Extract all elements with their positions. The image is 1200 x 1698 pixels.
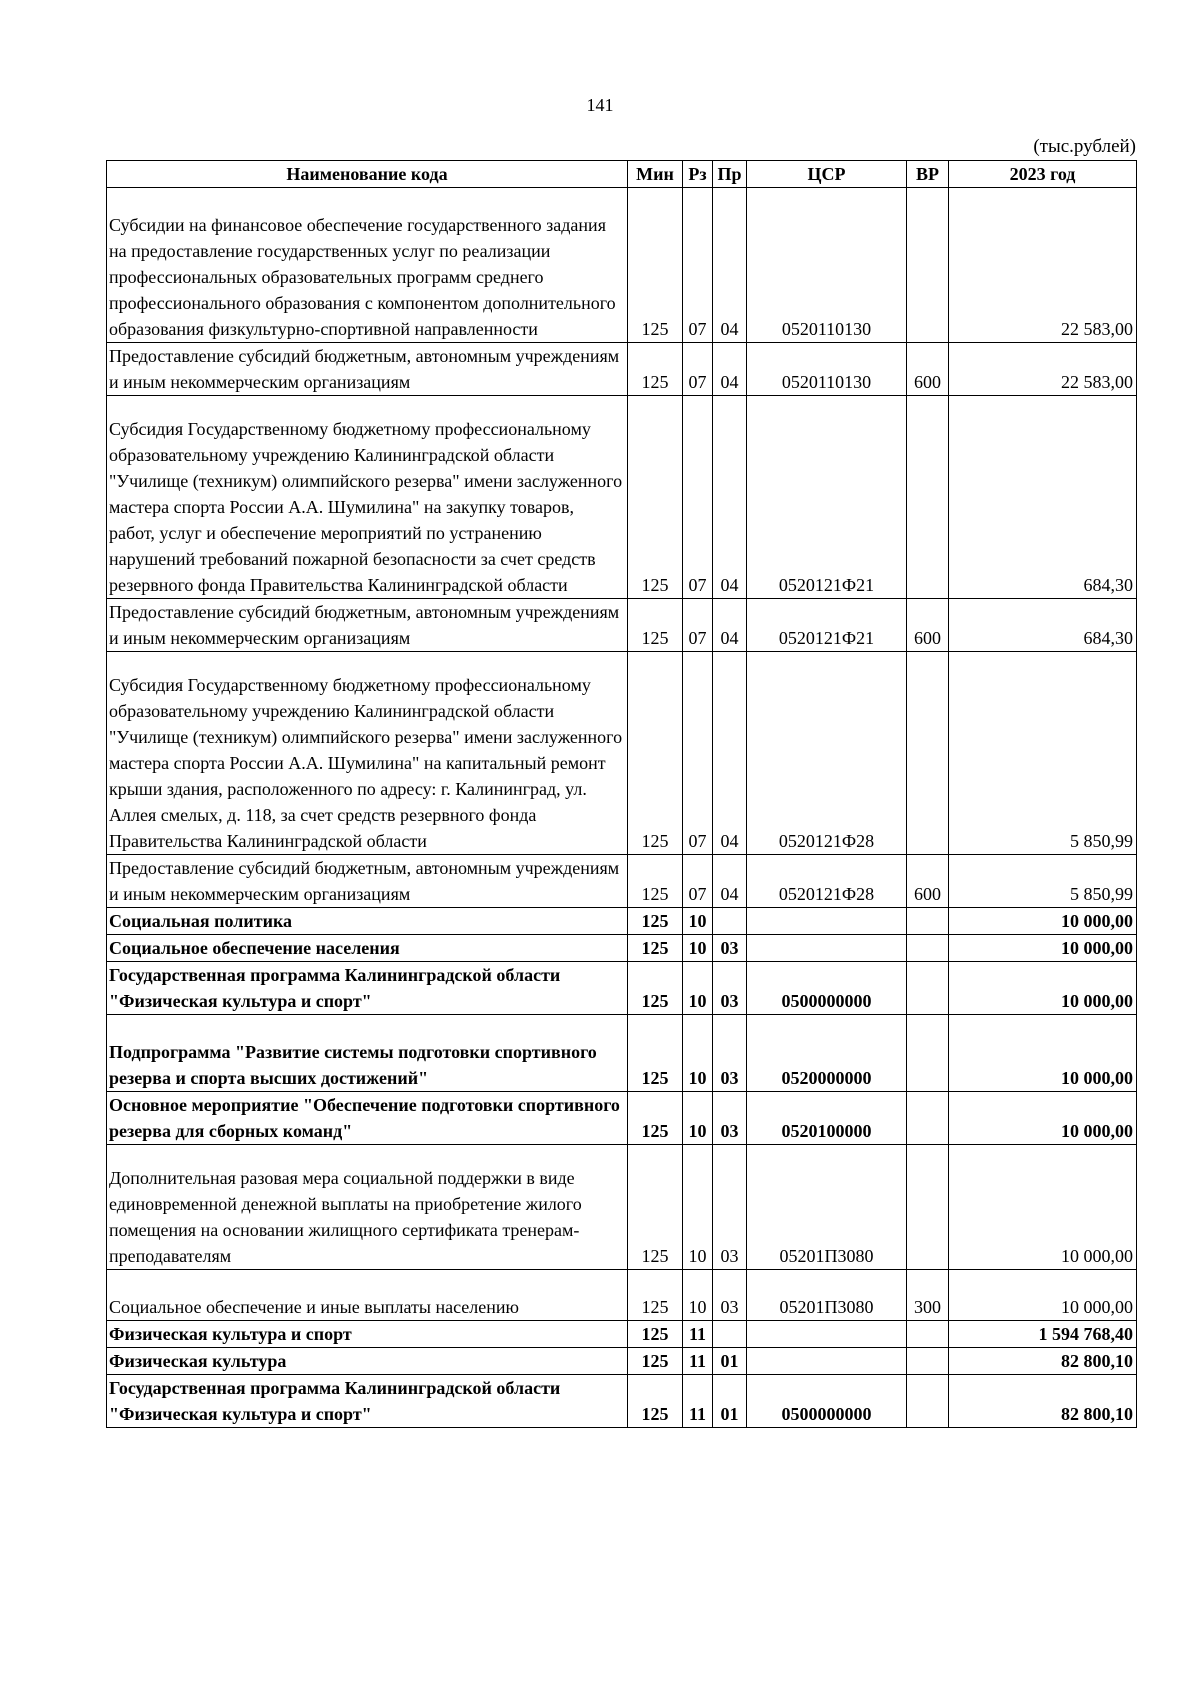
row-pr: 04: [713, 652, 747, 855]
table-row: [107, 1270, 1137, 1321]
row-csr: 0520121Ф28: [747, 855, 907, 908]
row-pr: 04: [713, 396, 747, 599]
row-pr: [713, 1321, 747, 1348]
row-min: 125: [628, 652, 683, 855]
row-name: Социальная политика: [107, 908, 628, 935]
row-min: 125: [628, 343, 683, 396]
column-header-year: 2023 год: [949, 161, 1137, 188]
row-csr: 0520110130: [747, 343, 907, 396]
column-header-csr: ЦСР: [747, 161, 907, 188]
row-rz: 10: [683, 908, 713, 935]
row-csr: 0500000000: [747, 1375, 907, 1428]
row-amount: 5 850,99: [949, 855, 1137, 908]
row-name: Субсидии на финансовое обеспечение государственного задания на предоставление государственных услуг по реализации профессиональных образовательных программ среднего профессионального образования с компонентом дополнительного образования физкультурно-спортивной направленности: [107, 188, 628, 343]
table-row: [107, 1321, 1137, 1348]
row-min: 125: [628, 1348, 683, 1375]
row-amount: 684,30: [949, 396, 1137, 599]
row-name: Предоставление субсидий бюджетным, автономным учреждениям и иным некоммерческим организациям: [107, 599, 628, 652]
row-rz: 10: [683, 935, 713, 962]
row-vr: [907, 652, 949, 855]
budget-table: [106, 160, 1137, 1428]
row-rz: 11: [683, 1348, 713, 1375]
row-csr: [747, 908, 907, 935]
column-header-name: Наименование кода: [107, 161, 628, 188]
row-name: Субсидия Государственному бюджетному профессиональному образовательному учреждению Калининградской области "Училище (техникум) олимпийского резерва" имени заслуженного мастера спорта России А.А. Шумилина" на закупку товаров, работ, услуг и обеспечение мероприятий по устранению нарушений требований пожарной безопасности за счет средств резервного фонда Правительства Калининградской области: [107, 396, 628, 599]
row-rz: 10: [683, 1270, 713, 1321]
table-row: [107, 1015, 1137, 1092]
row-amount: 10 000,00: [949, 1145, 1137, 1270]
row-rz: 07: [683, 188, 713, 343]
row-csr: [747, 1348, 907, 1375]
row-pr: 01: [713, 1348, 747, 1375]
row-pr: [713, 908, 747, 935]
row-vr: [907, 1015, 949, 1092]
table-row: [107, 188, 1137, 343]
column-header-vr: ВР: [907, 161, 949, 188]
row-vr: 600: [907, 855, 949, 908]
row-amount: 82 800,10: [949, 1375, 1137, 1428]
row-vr: [907, 1145, 949, 1270]
row-pr: 03: [713, 935, 747, 962]
table-row: [107, 1145, 1137, 1270]
row-pr: 01: [713, 1375, 747, 1428]
row-pr: 03: [713, 1092, 747, 1145]
row-amount: 22 583,00: [949, 343, 1137, 396]
row-vr: [907, 1092, 949, 1145]
row-csr: 0520121Ф21: [747, 599, 907, 652]
row-rz: 07: [683, 599, 713, 652]
row-csr: 0520000000: [747, 1015, 907, 1092]
row-rz: 10: [683, 1015, 713, 1092]
table-row: [107, 396, 1137, 599]
table-row: [107, 908, 1137, 935]
row-vr: 600: [907, 343, 949, 396]
row-rz: 07: [683, 343, 713, 396]
row-rz: 10: [683, 1092, 713, 1145]
row-rz: 11: [683, 1375, 713, 1428]
row-min: 125: [628, 1375, 683, 1428]
page-number: 141: [586, 95, 614, 115]
row-amount: 82 800,10: [949, 1348, 1137, 1375]
row-min: 125: [628, 396, 683, 599]
row-min: 125: [628, 599, 683, 652]
row-vr: [907, 1348, 949, 1375]
row-vr: [907, 1375, 949, 1428]
table-row: [107, 652, 1137, 855]
units-label: (тыс.рублей): [1033, 136, 1136, 157]
row-name: Субсидия Государственному бюджетному профессиональному образовательному учреждению Калининградской области "Училище (техникум) олимпийского резерва" имени заслуженного мастера спорта России А.А. Шумилина" на капитальный ремонт крыши здания, расположенного по адресу: г. Калининград, ул. Аллея смелых, д. 118, за счет средств резервного фонда Правительства Калининградской области: [107, 652, 628, 855]
row-name: Физическая культура и спорт: [107, 1321, 628, 1348]
row-amount: 22 583,00: [949, 188, 1137, 343]
row-min: 125: [628, 935, 683, 962]
row-pr: 03: [713, 1145, 747, 1270]
row-amount: 10 000,00: [949, 1092, 1137, 1145]
table-row: [107, 1375, 1137, 1428]
row-min: 125: [628, 1015, 683, 1092]
row-name: Государственная программа Калининградской области "Физическая культура и спорт": [107, 962, 628, 1015]
row-csr: 0500000000: [747, 962, 907, 1015]
row-name: Государственная программа Калининградской области "Физическая культура и спорт": [107, 1375, 628, 1428]
table-row: [107, 855, 1137, 908]
row-name: Дополнительная разовая мера социальной поддержки в виде единовременной денежной выплаты на приобретение жилого помещения на основании жилищного сертификата тренерам-преподавателям: [107, 1145, 628, 1270]
row-min: 125: [628, 855, 683, 908]
row-pr: 03: [713, 962, 747, 1015]
row-vr: [907, 962, 949, 1015]
row-name: Основное мероприятие "Обеспечение подготовки спортивного резерва для сборных команд": [107, 1092, 628, 1145]
row-vr: [907, 908, 949, 935]
row-amount: 10 000,00: [949, 962, 1137, 1015]
row-pr: 03: [713, 1015, 747, 1092]
table-row: [107, 343, 1137, 396]
row-csr: 0520121Ф21: [747, 396, 907, 599]
row-min: 125: [628, 1092, 683, 1145]
row-name: Социальное обеспечение и иные выплаты населению: [107, 1270, 628, 1321]
table-row: [107, 1092, 1137, 1145]
row-csr: [747, 935, 907, 962]
table-header-row: [107, 161, 1137, 188]
row-amount: 10 000,00: [949, 935, 1137, 962]
row-rz: 07: [683, 652, 713, 855]
row-vr: [907, 188, 949, 343]
row-vr: [907, 1321, 949, 1348]
row-csr: 0520100000: [747, 1092, 907, 1145]
row-csr: 05201П3080: [747, 1145, 907, 1270]
row-name: Подпрограмма "Развитие системы подготовки спортивного резерва и спорта высших достижений": [107, 1015, 628, 1092]
table-row: [107, 599, 1137, 652]
row-pr: 04: [713, 343, 747, 396]
column-header-rz: Рз: [683, 161, 713, 188]
row-amount: 10 000,00: [949, 1015, 1137, 1092]
row-min: 125: [628, 1270, 683, 1321]
row-name: Социальное обеспечение населения: [107, 935, 628, 962]
table-row: [107, 935, 1137, 962]
row-vr: 300: [907, 1270, 949, 1321]
row-vr: 600: [907, 599, 949, 652]
row-csr: 0520121Ф28: [747, 652, 907, 855]
table-row: [107, 1348, 1137, 1375]
table-row: [107, 962, 1137, 1015]
row-min: 125: [628, 1321, 683, 1348]
row-rz: 07: [683, 396, 713, 599]
column-header-pr: Пр: [713, 161, 747, 188]
row-csr: 0520110130: [747, 188, 907, 343]
row-name: Предоставление субсидий бюджетным, автономным учреждениям и иным некоммерческим организациям: [107, 343, 628, 396]
row-pr: 04: [713, 188, 747, 343]
row-pr: 04: [713, 599, 747, 652]
row-name: Физическая культура: [107, 1348, 628, 1375]
column-header-min: Мин: [628, 161, 683, 188]
row-vr: [907, 396, 949, 599]
row-csr: 05201П3080: [747, 1270, 907, 1321]
row-amount: 10 000,00: [949, 908, 1137, 935]
row-pr: 03: [713, 1270, 747, 1321]
row-name: Предоставление субсидий бюджетным, автономным учреждениям и иным некоммерческим организациям: [107, 855, 628, 908]
row-rz: 10: [683, 962, 713, 1015]
row-amount: 684,30: [949, 599, 1137, 652]
row-min: 125: [628, 188, 683, 343]
row-min: 125: [628, 908, 683, 935]
row-amount: 5 850,99: [949, 652, 1137, 855]
row-rz: 10: [683, 1145, 713, 1270]
row-amount: 10 000,00: [949, 1270, 1137, 1321]
row-amount: 1 594 768,40: [949, 1321, 1137, 1348]
row-csr: [747, 1321, 907, 1348]
row-rz: 11: [683, 1321, 713, 1348]
row-min: 125: [628, 1145, 683, 1270]
row-rz: 07: [683, 855, 713, 908]
row-pr: 04: [713, 855, 747, 908]
row-vr: [907, 935, 949, 962]
row-min: 125: [628, 962, 683, 1015]
